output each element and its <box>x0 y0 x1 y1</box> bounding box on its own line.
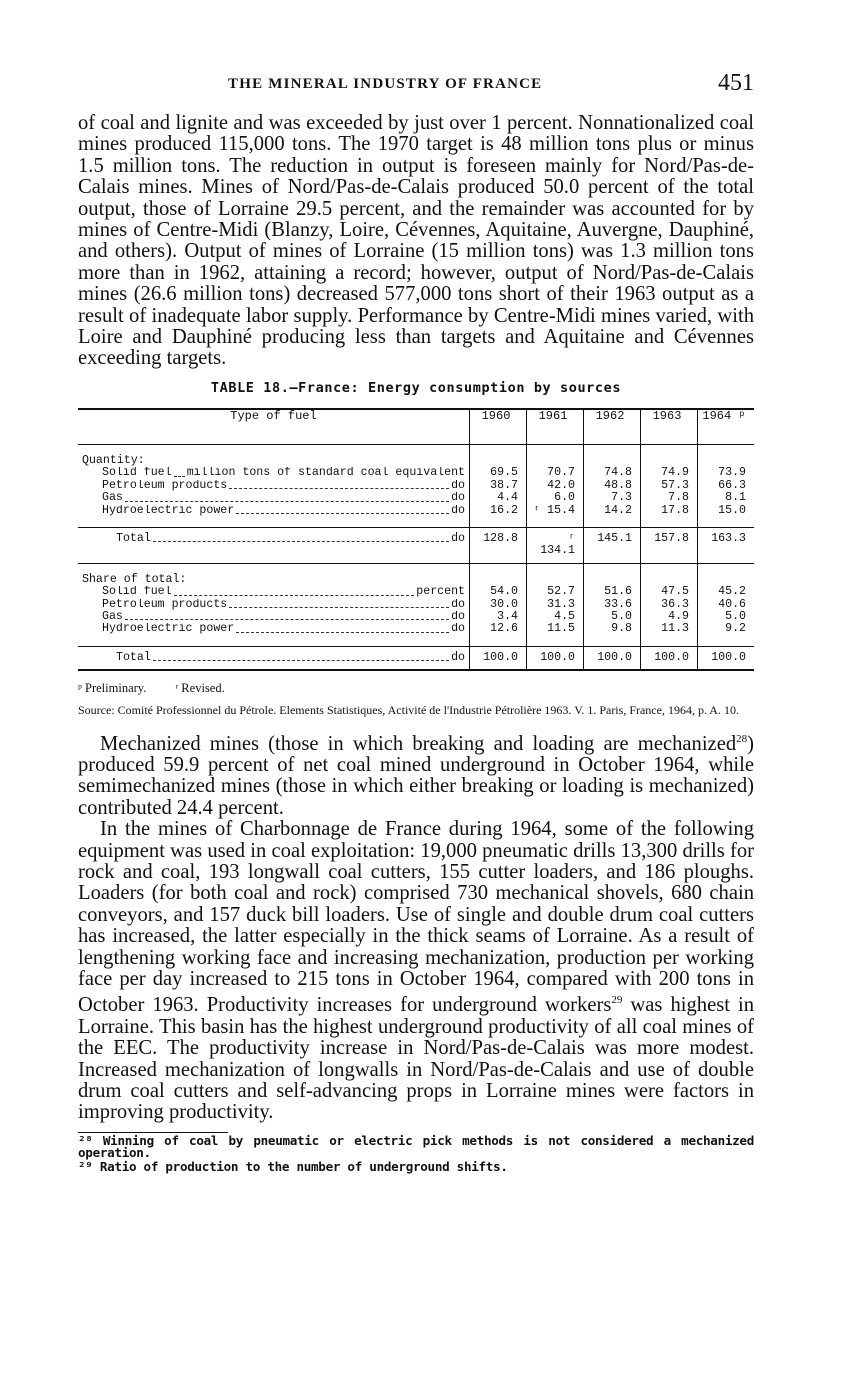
spacer <box>698 636 755 647</box>
value-cell: 7.8 <box>641 492 698 504</box>
fuel-label: Solid fuel <box>102 467 172 480</box>
value-cell: 9.8 <box>584 623 641 635</box>
value-cell: 17.8 <box>641 505 698 517</box>
spacer <box>470 563 527 574</box>
paragraph-text: Mechanized mines (those in which breaking and loading are mechanized <box>100 732 737 755</box>
spacer <box>584 517 641 528</box>
spacer <box>78 636 470 647</box>
leader-dots <box>229 488 449 489</box>
year-header: 1964 ᵖ <box>698 409 755 445</box>
footnote-ref: 29 <box>611 994 623 1007</box>
table-caption: TABLE 18.—France: Energy consumption by sources <box>210 379 622 396</box>
section-heading: Quantity: <box>82 453 145 467</box>
table-total-row <box>78 646 754 670</box>
table-row <box>78 623 754 635</box>
fuel-label: Petroleum products <box>102 479 228 492</box>
year-header: 1960 <box>470 409 527 445</box>
fuel-label: Petroleum products <box>102 598 228 611</box>
value-cell: 30.0 <box>470 599 527 611</box>
table-header-row <box>78 409 754 445</box>
value-cell: 16.2 <box>470 505 527 517</box>
value-cell: ʳ 134.1 <box>527 527 584 563</box>
spacer <box>641 563 698 574</box>
year-header: 1961 <box>527 409 584 445</box>
paragraph-equipment <box>78 819 754 1124</box>
type-of-fuel-header: Type of fuel <box>78 409 470 445</box>
value-cell: 3.4 <box>470 611 527 623</box>
paragraph-text: ) produced 59.9 percent of net coal mined underground in October 1964, while semimechanized mines (those in which either breaking or loading is mechanized) contributed 24.4 percent. <box>78 732 754 819</box>
value-cell: 6.0 <box>527 492 584 504</box>
spacer-row <box>78 636 754 647</box>
row-label <box>78 527 470 563</box>
row-label <box>78 646 470 670</box>
value-cell: 69.5 <box>470 467 527 479</box>
spacer-row <box>78 444 754 455</box>
leader-dots <box>153 541 449 542</box>
leader-dots <box>153 660 449 661</box>
value-cell: 100.0 <box>470 646 527 670</box>
table-row <box>78 611 754 623</box>
value-cell: 157.8 <box>641 527 698 563</box>
unit-label: million tons of standard coal equivalent <box>186 467 465 480</box>
spacer <box>470 444 527 455</box>
spacer <box>641 444 698 455</box>
fuel-label: Gas <box>102 492 123 505</box>
value-cell: 51.6 <box>584 586 641 598</box>
value-cell: 128.8 <box>470 527 527 563</box>
leader-dots <box>229 607 449 608</box>
leader-dots <box>174 595 415 596</box>
table-row <box>78 599 754 611</box>
value-cell: 100.0 <box>527 646 584 670</box>
document-page <box>78 70 754 1173</box>
unit-label: do <box>451 623 465 636</box>
value-cell: 45.2 <box>698 586 755 598</box>
spacer <box>641 636 698 647</box>
value-cell: 5.0 <box>584 611 641 623</box>
spacer <box>584 636 641 647</box>
value-cell: 4.5 <box>527 611 584 623</box>
unit-label: percent <box>416 586 465 599</box>
energy-consumption-table <box>78 408 754 671</box>
leader-dots <box>236 632 449 633</box>
value-cell: 11.3 <box>641 623 698 635</box>
unit-label: do <box>451 598 465 611</box>
spacer <box>698 563 755 574</box>
row-label <box>78 492 470 504</box>
spacer <box>527 636 584 647</box>
spacer-row <box>78 517 754 528</box>
footnote-28: ²⁸ Winning of coal by pneumatic or electric pick methods is not considered a mechanized operation. <box>78 1132 754 1160</box>
leader-dots <box>125 619 449 620</box>
table-row <box>78 480 754 492</box>
spacer <box>470 517 527 528</box>
table-source: Source: Comité Professionnel du Pétrole. Elements Statistiques, Activité de l'Industrie Pétrolière 1963. V. 1. Paris, France, 1964, p. A. 10. <box>78 703 739 718</box>
fuel-label: Total <box>116 650 151 664</box>
year-header: 1963 <box>641 409 698 445</box>
spacer <box>470 636 527 647</box>
spacer <box>641 517 698 528</box>
value-cell: 54.0 <box>470 586 527 598</box>
year-header: 1962 <box>584 409 641 445</box>
row-label <box>78 586 470 598</box>
paragraph-mechanized-mines <box>78 729 754 819</box>
value-cell: 73.9 <box>698 467 755 479</box>
table-row <box>78 586 754 598</box>
value-cell: 74.9 <box>641 467 698 479</box>
value-cell: 42.0 <box>527 480 584 492</box>
value-cell: 145.1 <box>584 527 641 563</box>
value-cell: 47.5 <box>641 586 698 598</box>
value-cell: 36.3 <box>641 599 698 611</box>
value-cell: 12.6 <box>470 623 527 635</box>
value-cell: 9.2 <box>698 623 755 635</box>
table-row <box>78 505 754 517</box>
value-cell: 14.2 <box>584 505 641 517</box>
value-cell: 5.0 <box>698 611 755 623</box>
footnote-29: ²⁹ Ratio of production to the number of underground shifts. <box>78 1158 508 1174</box>
value-cell: 31.3 <box>527 599 584 611</box>
spacer <box>584 444 641 455</box>
unit-label: do <box>451 492 465 505</box>
table-row <box>78 467 754 479</box>
value-cell: 163.3 <box>698 527 755 563</box>
fuel-label: Gas <box>102 610 123 623</box>
value-cell: 11.5 <box>527 623 584 635</box>
unit-label: do <box>451 531 465 545</box>
value-cell: 33.6 <box>584 599 641 611</box>
value-cell: ʳ 15.4 <box>527 505 584 517</box>
footnote-ref: 28 <box>736 732 748 745</box>
fuel-label: Hydroelectric power <box>102 623 235 636</box>
unit-label: do <box>451 479 465 492</box>
value-cell: 48.8 <box>584 480 641 492</box>
row-label <box>78 480 470 492</box>
unit-label: do <box>451 504 465 517</box>
value-cell: 74.8 <box>584 467 641 479</box>
fuel-label: Solid fuel <box>102 586 172 599</box>
table-total-row <box>78 527 754 563</box>
revised-note: ʳ Revised. <box>175 681 225 696</box>
table-section-heading-row <box>78 455 754 467</box>
leader-dots <box>125 501 449 502</box>
paragraph-text: In the mines of Charbonnage de France during 1964, some of the following equipment was used in coal exploitation: 19,000 pneumatic drills 13,300 drills for rock and coal, 193 longwall coal cutters, 155 cutter loaders, and 186 ploughs. Loaders (for both coal and rock) comprised 730 mechanical shovels, 680 chain conveyors, and 157 duck bill loaders. Use of single and double drum coal cutters has increased, the latter especially in the thick seams of Lorraine. As a result of lengthening working face and increasing mechanization, production per working face per day increased to 215 tons in October 1964, compared with 200 tons in October 1963. Productivity increases for underground workers <box>78 818 754 1017</box>
row-label <box>78 611 470 623</box>
preliminary-note: ᵖ Preliminary. <box>78 681 147 696</box>
section-heading: Share of total: <box>82 572 187 586</box>
value-cell: 70.7 <box>527 467 584 479</box>
value-cell: 100.0 <box>584 646 641 670</box>
spacer <box>584 563 641 574</box>
spacer <box>527 517 584 528</box>
fuel-label: Total <box>116 531 151 545</box>
value-cell: 57.3 <box>641 480 698 492</box>
unit-label: do <box>451 610 465 623</box>
row-label <box>78 505 470 517</box>
spacer <box>78 517 470 528</box>
row-label <box>78 467 470 479</box>
table-row <box>78 492 754 504</box>
value-cell: 4.4 <box>470 492 527 504</box>
running-title: THE MINERAL INDUSTRY OF FRANCE <box>228 76 543 92</box>
value-cell: 40.6 <box>698 599 755 611</box>
paragraph-text: was highest in Lorraine. This basin has the highest underground productivity of all coal mines of the EEC. The productivity increase in Nord/Pas-de-Calais was more modest. Increased mechanization of longwalls in Nord/Pas-de-Calais and use of double drum coal cutters and self-advancing props in Lorraine mines were factors in improving productivity. <box>78 994 754 1124</box>
value-cell: 52.7 <box>527 586 584 598</box>
leader-dots <box>174 476 185 477</box>
unit-label: do <box>451 650 465 664</box>
spacer <box>527 444 584 455</box>
table-section-heading-row <box>78 574 754 586</box>
fuel-label: Hydroelectric power <box>102 504 235 517</box>
spacer <box>698 517 755 528</box>
paragraph-coal-output: of coal and lignite and was exceeded by just over 1 percent. Nonnationalized coal mines produced 115,000 tons. The 1970 target is 48 million tons plus or minus 1.5 million tons. The reduction in output is foreseen mainly for Nord/Pas-de-Calais mines. Mines of Nord/Pas-de-Calais produced 50.0 percent of the total output, those of Lorraine 29.5 percent, and the remainder was accounted for by mines of Centre-Midi (Blanzy, Loire, Cévennes, Aquitaine, Auvergne, Dauphiné, and others). Output of mines of Lorraine (15 million tons) was 1.3 million tons more than in 1962, attaining a record; however, output of Nord/Pas-de-Calais mines (26.6 million tons) decreased 577,000 tons short of their 1963 output as a result of inadequate labor supply. Performance by Centre-Midi mines varied, with Loire and Dauphiné producing less than targets and Aquitaine and Cévennes exceeding targets. <box>78 112 754 370</box>
footnotes <box>78 1132 754 1174</box>
value-cell: 38.7 <box>470 480 527 492</box>
spacer <box>698 444 755 455</box>
table-legend <box>78 681 754 696</box>
page-number: 451 <box>718 70 754 96</box>
value-cell: 100.0 <box>641 646 698 670</box>
row-label <box>78 599 470 611</box>
row-label <box>78 623 470 635</box>
value-cell: 8.1 <box>698 492 755 504</box>
value-cell: 15.0 <box>698 505 755 517</box>
value-cell: 4.9 <box>641 611 698 623</box>
leader-dots <box>236 513 449 514</box>
value-cell: 7.3 <box>584 492 641 504</box>
table-body <box>78 444 754 670</box>
running-head <box>78 70 754 100</box>
value-cell: 100.0 <box>698 646 755 670</box>
spacer <box>527 563 584 574</box>
value-cell: 66.3 <box>698 480 755 492</box>
